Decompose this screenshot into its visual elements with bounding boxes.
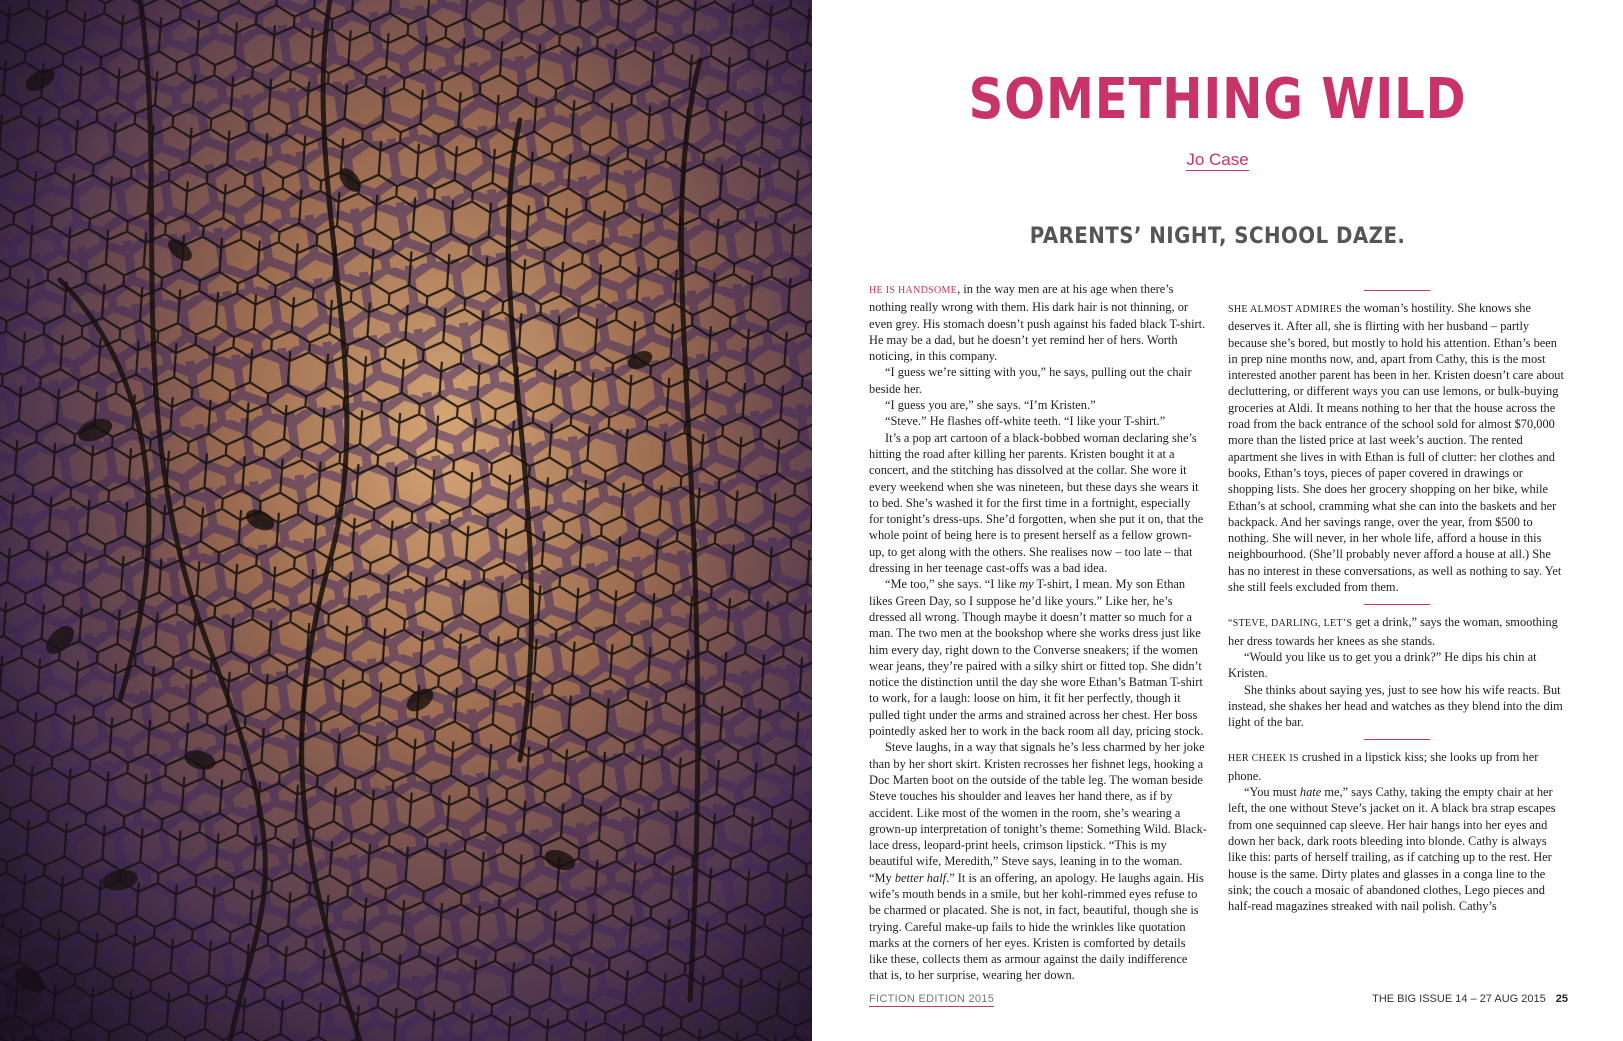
article-title: SOMETHING WILD	[968, 67, 1467, 132]
issue-label: THE BIG ISSUE 14 – 27 AUG 2015	[1372, 993, 1546, 1005]
body-column-left	[869, 281, 1207, 984]
section-lead: SHE ALMOST ADMIRES	[1228, 304, 1343, 315]
body-paragraph: It’s a pop art cartoon of a black-bobbed woman declaring she’s hitting the road after killing her parents. Kristen bought it at a concert, and the stitching has dissolved at the collar. She wore it every weekend when she was nineteen, but these days she wears it to bed. She’s washed it for the first time in a fortnight, especially for tonight’s dress-ups. She’d forgotten, when she put it on, that the whole point of being here is to present herself as a fellow grown-up, to get along with the others. She realises now – too late – that dressing in her teenage cast-offs was a bad idea.	[869, 430, 1204, 576]
issue-folio	[1372, 993, 1568, 1005]
body-paragraph: HER CHEEK IS crushed in a lipstick kiss; she looks up from her phone.	[1228, 750, 1539, 783]
body-paragraph: “Would you like us to get you a drink?” He dips his chin at Kristen.	[1228, 649, 1537, 681]
section-divider	[1364, 290, 1430, 291]
section-lead: “STEVE, DARLING, LET’S	[1228, 618, 1353, 630]
body-paragraph: “STEVE, DARLING, LET’S get a drink,” says the woman, smoothing her dress towards her knees as she stands.	[1228, 615, 1558, 648]
edition-label: FICTION EDITION 2015	[869, 993, 995, 1005]
page-number: 25	[1555, 993, 1568, 1005]
body-paragraph: SHE ALMOST ADMIRES the woman’s hostility. She knows she deserves it. After all, she is flirting with her husband – partly because she’s bored, but mostly to hold his attention. Ethan’s been in prep nine months now, and, apart from Cathy, this is the most interested another parent has been in her. Kristen doesn’t care about decluttering, or different ways you can use lemons, or bulk-buying groceries at Aldi. It means nothing to her that the house across the road from the back entrance of the school sold for almost $70,000 more than the listed price at last week’s auction. The rented apartment she lives in with Ethan is full of clutter: her clothes and books, Ethan’s toys, pieces of paper covered in drawings or shopping lists. She does her grocery shopping on her bike, while Ethan’s at school, cramming what she can into the baskets and her backpack. And her savings range, over the year, from $500 to nothing. She will never, in her whole life, afford a house in this neighbourhood. (She’ll probably never afford a house at all.) She has no interest in these conversations, as well as nothing to say. Yet she still feels excluded from them.	[1228, 301, 1564, 595]
author-byline	[812, 150, 1623, 170]
body-paragraph: “Me too,” she says. “I like my T-shirt, I mean. My son Ethan likes Green Day, so I suppose he’d like yours.” Like her, he’s dressed all wrong. Though maybe it doesn’t matter so much for a man. The two men at the bookshop where she works dress just like him every day, right down to the Converse sneakers; if the women wear jeans, they’re paired with a silky shirt or fitted top. She didn’t notice the distinction until the day she wore Ethan’s Batman T-shirt to work, for a laugh: loose on him, it fit her perfectly, though it pulled tight under the arms and strained across her chest. Her boss pointedly asked her to work in the back room all day, pricing stock.	[869, 577, 1204, 739]
body-paragraph: “I guess we’re sitting with you,” he says, pulling out the chair beside her.	[869, 365, 1192, 396]
body-paragraph: HE IS HANDSOME, in the way men are at his age when there’s nothing really wrong with them. His dark hair is not thinning, or even grey. His stomach doesn’t push against his faded black T-shirt. He may be a dad, but he doesn’t yet remind her of hers. Worth noticing, in this company.	[869, 282, 1206, 364]
body-paragraph: She thinks about saying yes, just to see how his wife reacts. But instead, she shakes her head and watches as they blend into the dim light of the bar.	[1228, 682, 1563, 730]
body-paragraph: “You must hate me,” says Cathy, taking the empty chair at her left, the one without Steve’s jacket on it. A black bra strap escapes from one sequinned cap sleeve. Her hair hangs into her eyes and down her back, dark roots bleeding into blonde. Cathy is always like this: parts of herself trailing, as if catching up to the rest. Her house is the same. Dirty plates and glasses in a conga line to the sink; the couch a mosaic of abandoned clothes, Lego pieces and half-read magazines streaked with nail polish. Cathy’s	[1228, 785, 1556, 914]
body-paragraph: “Steve.” He flashes off-white teeth. “I like your T-shirt.”	[885, 414, 1166, 429]
drop-lead: HE IS HANDSOME	[869, 285, 958, 296]
author-link[interactable]: Jo Case	[1186, 150, 1249, 169]
section-divider	[1364, 604, 1430, 605]
section-lead: HER CHEEK IS	[1228, 753, 1299, 765]
body-paragraph: “I guess you are,” she says. “I’m Kristen.”	[885, 398, 1096, 413]
article-page	[812, 0, 1623, 1041]
standfirst: PARENTS’ NIGHT, SCHOOL DAZE.	[1029, 224, 1406, 249]
body-column-right	[1228, 281, 1566, 914]
body-paragraph: Steve laughs, in a way that signals he’s less charmed by her joke than by her short skirt. Kristen recrosses her fishnet legs, hooking a Doc Marten boot on the outside of the table leg. The woman beside Steve touches his shoulder and leaves her hand there, as if by accident. Like most of the women in the room, she’s wearing a grown-up interpretation of tonight’s theme: Something Wild. Black-lace dress, leopard-print heels, crimson lipstick. “This is my beautiful wife, Meredith,” Steve says, leaning in to the woman. “My better half.” It is an offering, an apology. He laughs again. His wife’s mouth bends in a smile, but her kohl-rimmed eyes refuse to be charmed or placated. She is not, in fact, beautiful, though she is trying. Careful make-up fails to hide the wrinkles like quotation marks at the corners of her eyes. Kristen is comforted by details like these, collects them as armour against the daily indifference that is, to her surprise, wearing her down.	[869, 740, 1207, 983]
section-divider	[1364, 739, 1430, 740]
